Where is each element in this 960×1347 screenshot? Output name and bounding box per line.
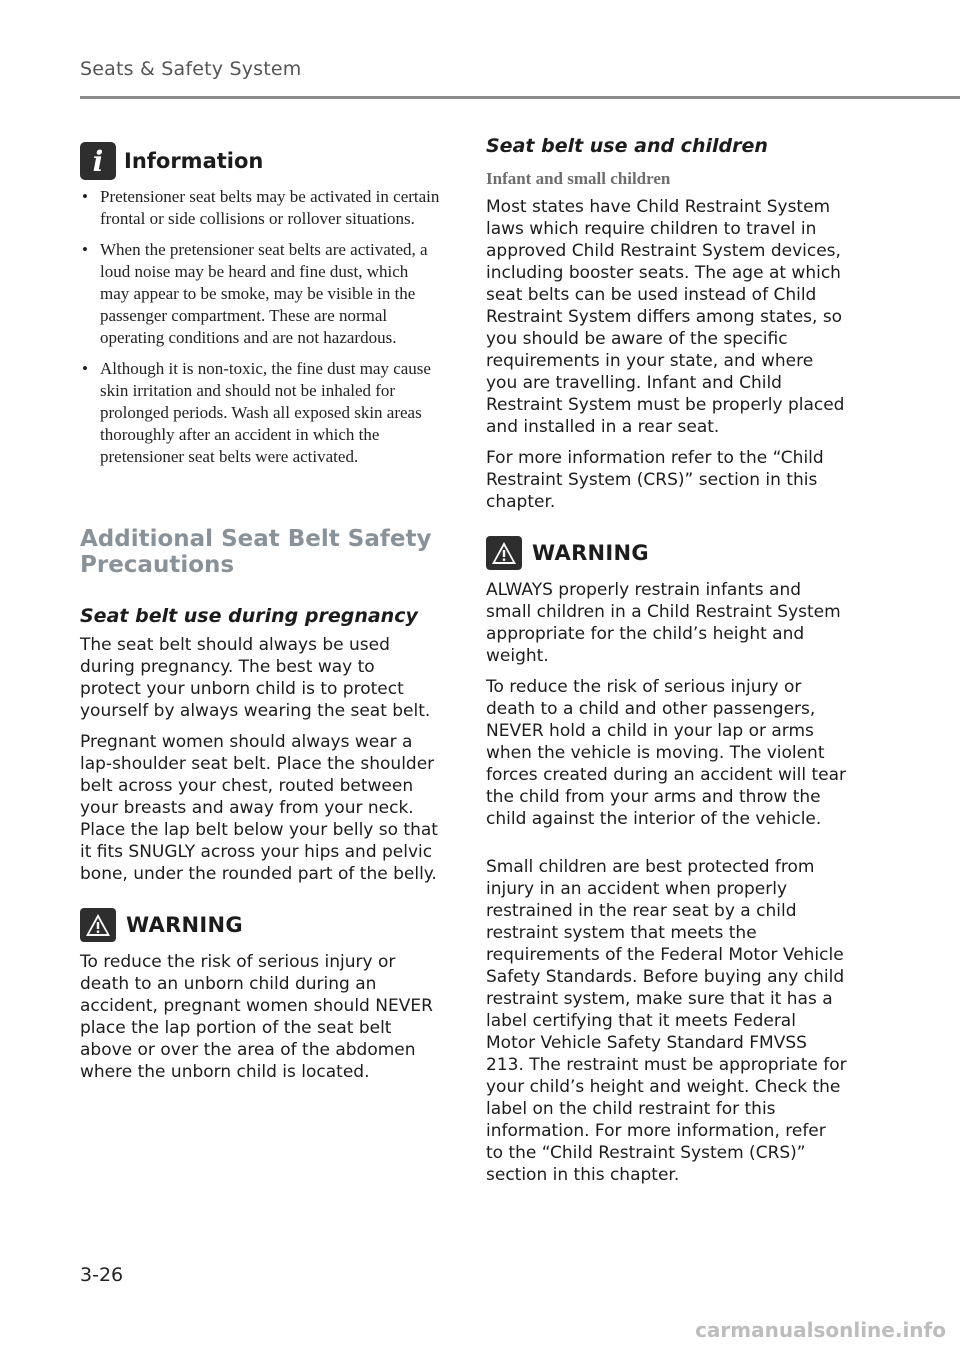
page-number: 3-26 [80,1264,124,1286]
information-header [80,140,440,182]
list-item: • Pretensioner seat belts may be activated in certain frontal or side collisions or rollover situations. [82,187,440,228]
children-warning-text: ALWAYS properly restrain infants and small children in a Child Restraint System appropriate for the child’s height and weight. [486,580,841,666]
pregnancy-warning-header [80,907,440,943]
page-header-title: Seats & Safety System [80,58,302,80]
left-column [80,140,440,1092]
children-subheading: Seat belt use and children [486,135,768,157]
pregnancy-subheading: Seat belt use during pregnancy [80,605,418,627]
information-bullet-list [80,186,440,468]
warning-title: WARNING [126,913,243,937]
information-title: Information [124,149,264,173]
header-divider [80,96,960,99]
information-icon: i [80,142,116,180]
watermark: carmanualsonline.info [695,1318,946,1342]
list-item: • Although it is non-toxic, the fine dust may cause skin irritation and should not be inhaled for prolonged periods. Wash all exposed skin areas thoroughly after an accident in which the pretensioner seat belts were activated. [82,359,431,466]
pregnancy-paragraph: Pregnant women should always wear a lap-shoulder seat belt. Place the shoulder belt across your chest, routed between your breasts and away from your neck. Place the lap belt below your belly so that it fits SNUGLY across your hips and pelvic bone, under the rounded part of the belly. [80,732,438,884]
right-column [486,134,848,1195]
children-warning-header [486,535,848,571]
section-title: Additional Seat Belt Safety Precautions [80,526,432,578]
warning-title: WARNING [532,541,649,565]
pregnancy-warning-text: To reduce the risk of serious injury or death to an unborn child during an accident, pregnant women should NEVER place the lap portion of the seat belt above or over the area of the abdomen where the unborn child is located. [80,952,433,1082]
list-item: • When the pretensioner seat belts are activated, a loud noise may be heard and fine dust, which may appear to be smoke, may be visible in the passenger compartment. These are normal operating conditions and are not hazardous. [82,240,428,347]
children-closing-paragraph: Small children are best protected from injury in an accident when properly restrained in the rear seat by a child restraint system that meets the requirements of the Federal Motor Vehicle Safety Standards. Before buying any child restraint system, make sure that it has a label certifying that it meets Federal Motor Vehicle Safety Standard FMVSS 213. The restraint must be appropriate for your child’s height and weight. Check the label on the child restraint for this information. For more information, refer to the “Child Restraint System (CRS)” section in this chapter. [486,857,847,1185]
warning-triangle-icon [80,908,116,942]
children-warning-text: To reduce the risk of serious injury or death to a child and other passengers, NEVER hold a child in your lap or arms when the vehicle is moving. The violent forces created during an accident will tear the child from your arms and throw the child against the interior of the vehicle. [486,677,847,829]
children-paragraph: Most states have Child Restraint System laws which require children to travel in approved Child Restraint System devices, including booster seats. The age at which seat belts can be used instead of Child Restraint System differs among states, so you should be aware of the specific requirements in your state, and where you are travelling. Infant and Child Restraint System must be properly placed and installed in a rear seat. [486,197,845,437]
children-paragraph: For more information refer to the “Child Restraint System (CRS)” section in this chapter. [486,448,824,512]
infant-subheading: Infant and small children [486,169,671,188]
pregnancy-paragraph: The seat belt should always be used during pregnancy. The best way to protect your unborn child is to protect yourself by always wearing the seat belt. [80,635,431,721]
warning-triangle-icon [486,536,522,570]
